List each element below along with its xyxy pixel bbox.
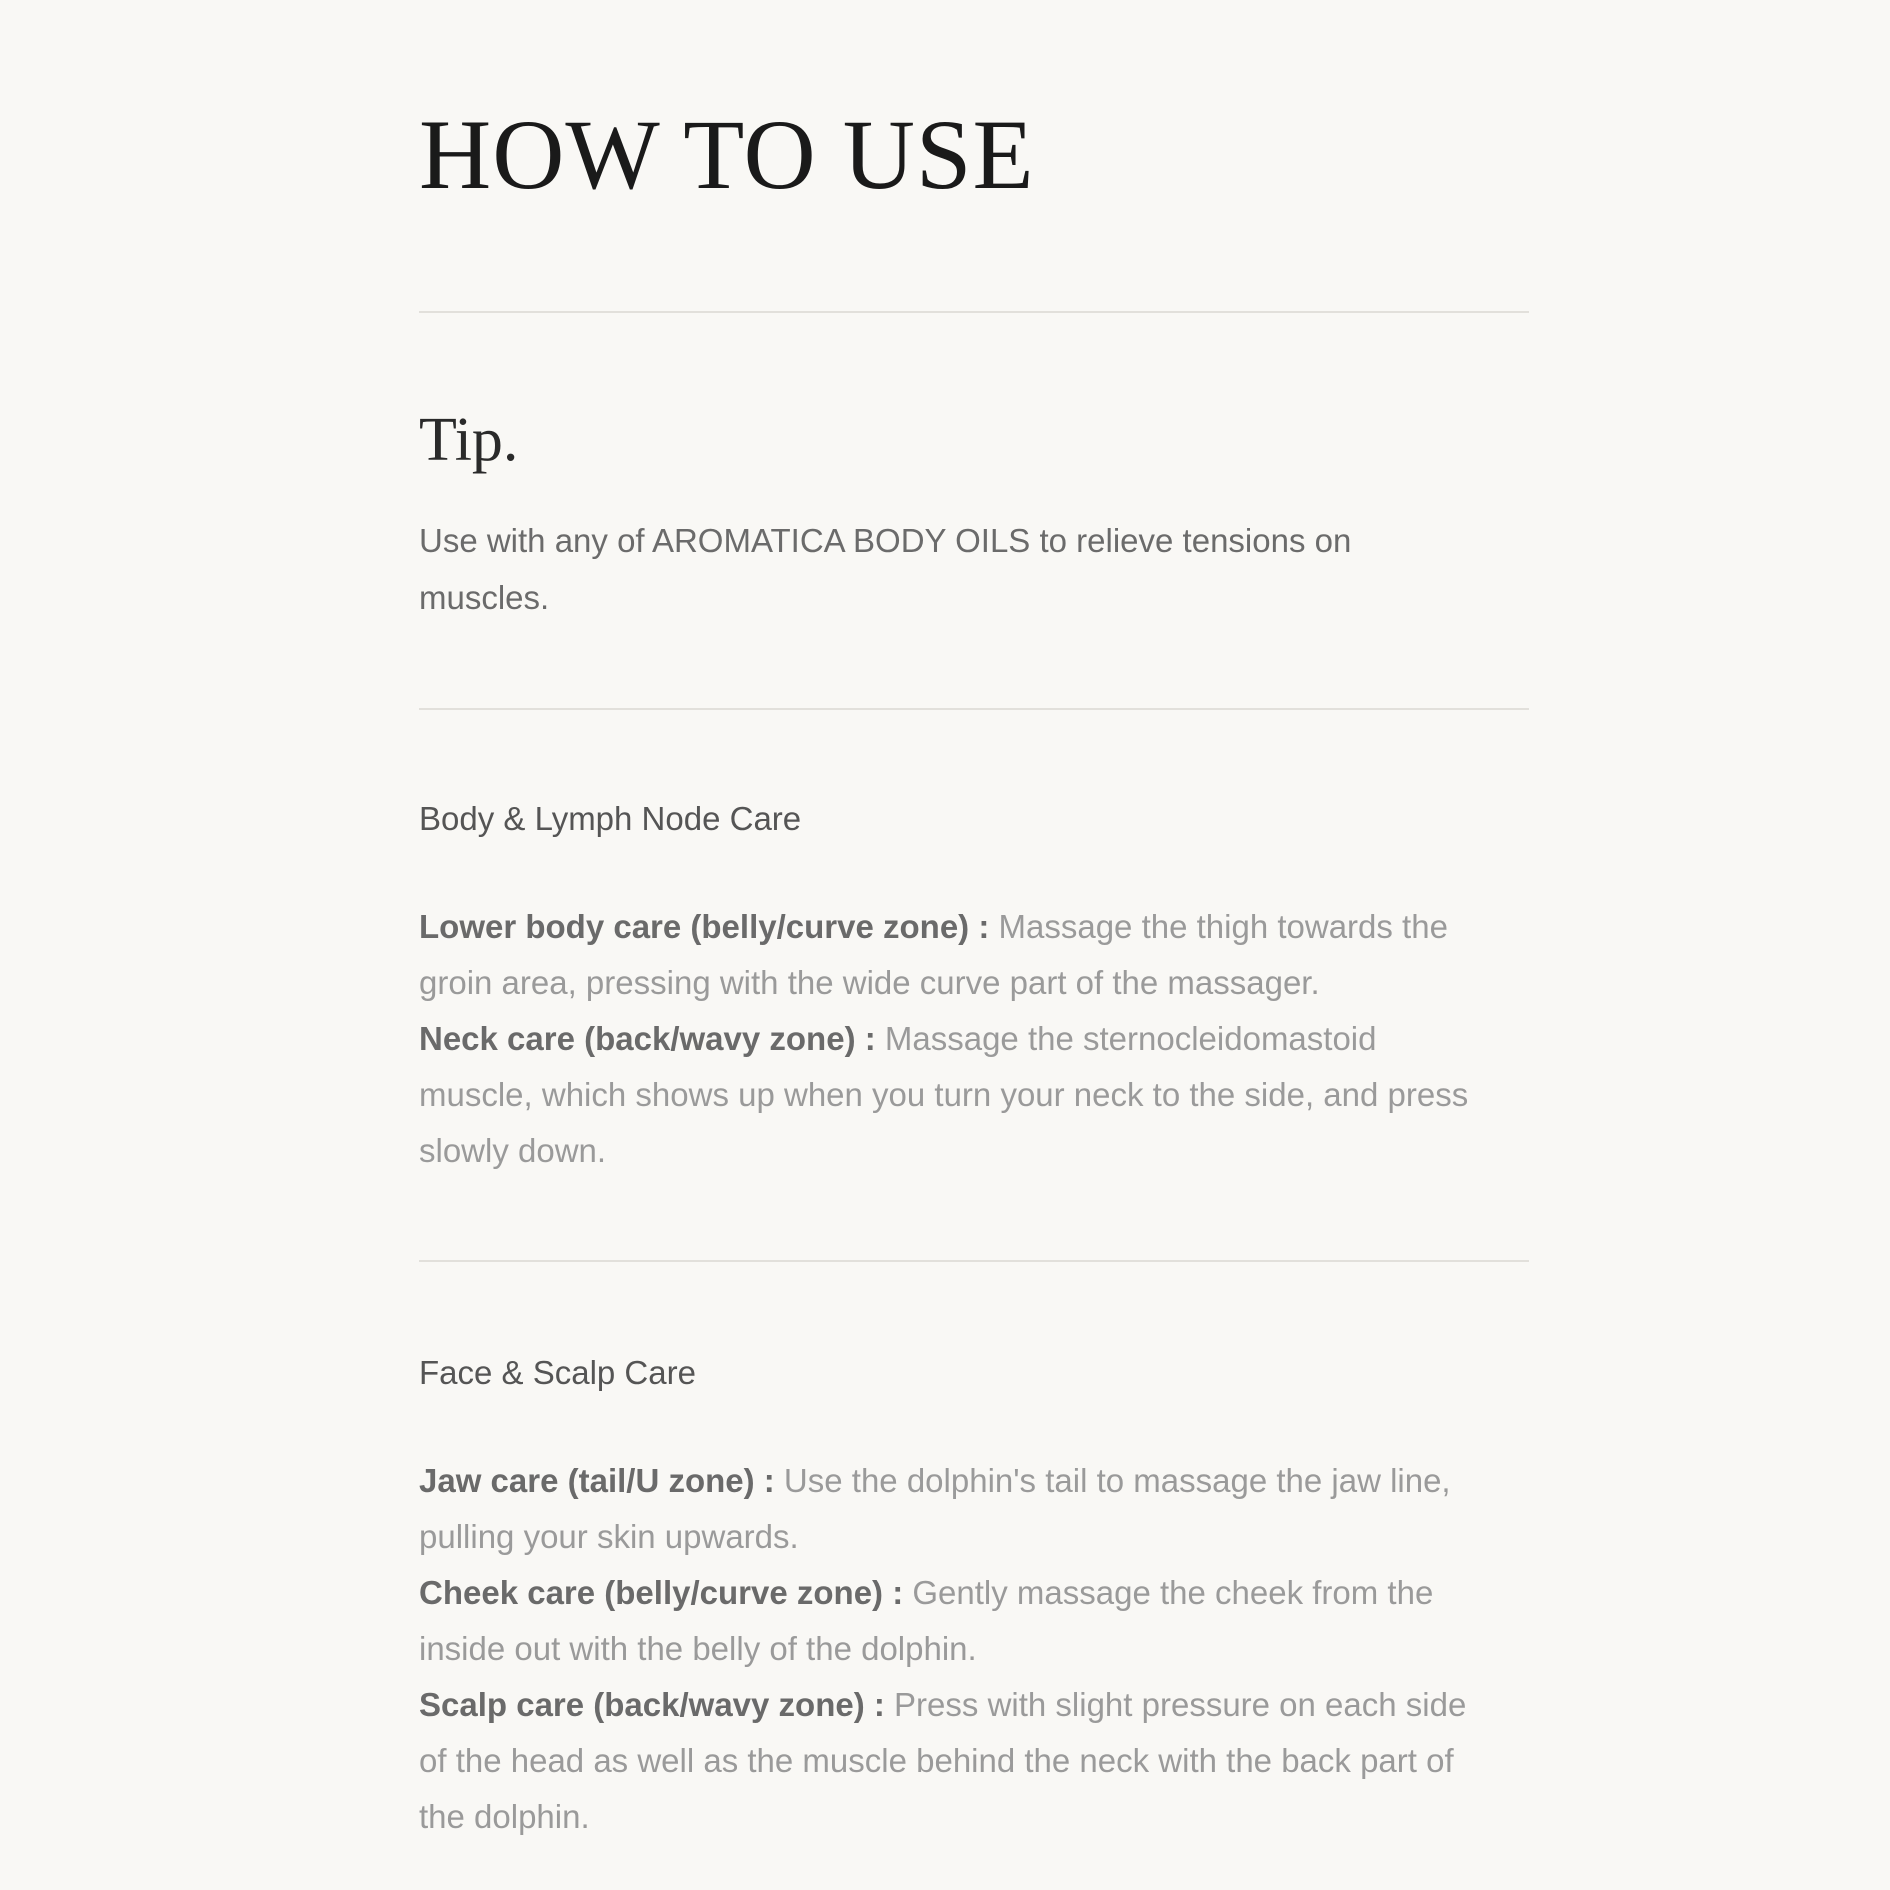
instruction-label: Lower body care (belly/curve zone) : [419,908,990,945]
instruction-label: Scalp care (back/wavy zone) : [419,1686,885,1723]
instruction-item [419,1453,1479,1565]
instruction-text: Use the dolphin's tail to massage the jaw line, pulling your skin upwards. [419,1462,1451,1555]
instruction-text: Press with slight pressure on each side of the head as well as the muscle behind the neck with the back part of the dolphin. [419,1686,1467,1835]
divider [419,1260,1529,1262]
instruction-text: Massage the sternocleidomastoid muscle, which shows up when you turn your neck to the side, and press slowly down. [419,1020,1469,1169]
divider [419,311,1529,313]
instruction-list-face-scalp [419,1453,1479,1845]
instruction-item [419,1565,1479,1677]
instruction-text: Gently massage the cheek from the inside out with the belly of the dolphin. [419,1574,1434,1667]
instruction-label: Cheek care (belly/curve zone) : [419,1574,904,1611]
instruction-item [419,1011,1479,1179]
instruction-label: Neck care (back/wavy zone) : [419,1020,876,1057]
instruction-list-body-lymph [419,899,1479,1179]
tip-body: Use with any of AROMATICA BODY OILS to relieve tensions on muscles. [419,522,1352,616]
instruction-text: Massage the thigh towards the groin area, pressing with the wide curve part of the massager. [419,908,1448,1001]
divider [419,708,1529,710]
instruction-item [419,1677,1479,1845]
tip-heading: Tip. [419,406,519,474]
instruction-item [419,899,1479,1011]
section-heading-face-scalp: Face & Scalp Care [419,1354,696,1391]
instruction-label: Jaw care (tail/U zone) : [419,1462,775,1499]
page-title: HOW TO USE [419,99,1035,210]
section-heading-body-lymph: Body & Lymph Node Care [419,800,802,837]
